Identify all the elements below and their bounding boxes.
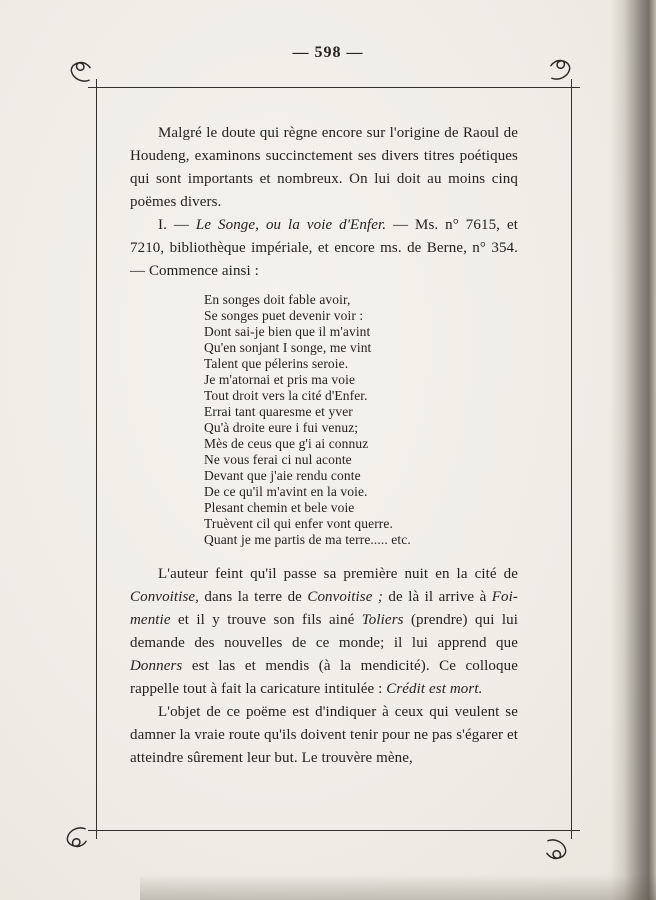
paragraph-conclusion [130,701,518,770]
verse-line: Je m'atornai et pris ma voie [204,372,356,387]
corner-flourish-icon [62,822,89,849]
text-segment: I. — [158,217,196,233]
page-number: — 598 — [292,44,364,61]
frame-rule-left [96,79,97,839]
paragraph-intro [130,122,518,214]
frame-rule-bottom [88,830,580,831]
verse-line: Talent que pélerins seroie. [204,356,349,371]
frame-rule-right [571,79,572,839]
text-segment: Foi-mentie [130,589,518,628]
verse-line: Dont sai-je bien que il m'avint [204,324,371,339]
text-segment: — Ms. n° 7615, et 7210, bibliothèque impériale, et encore ms. de Berne, n° 354. — Commence ainsi : [130,217,518,279]
verse-line: Tout droit vers la cité d'Enfer. [204,388,368,403]
text-segment: Donners [130,658,183,674]
verse-block [204,292,518,548]
text-block [130,122,518,770]
verse-line: Quant je me partis de ma terre..... etc. [204,532,411,547]
paragraph-commentary [130,563,518,701]
text-segment: dans la terre de [199,589,308,605]
text-segment: et il y trouve son fils ainé [170,612,362,628]
verse-line: Devant que j'aie rendu conte [204,468,361,483]
verse-line: Qu'à droite eure i fui venuz; [204,420,359,435]
corner-flourish-icon [66,60,93,87]
text-segment: L'objet de ce poëme est d'indiquer à ceux qui veulent se damner la vraie route qu'ils doivent tenir pour ne pas s'égarer et atteindre sûrement leur but. Le trouvère mène, [130,704,518,766]
verse-line: Se songes puet devenir voir : [204,308,364,323]
corner-flourish-icon [544,834,571,861]
verse-line: Qu'en sonjant I songe, me vint [204,340,372,355]
verse-line: Mès de ceus que g'i ai connuz [204,436,369,451]
verse-line: Ne vous ferai ci nul aconte [204,452,352,467]
verse-line: En songes doit fable avoir, [204,292,351,307]
text-segment: de là il arrive à [383,589,492,605]
verse-line: De ce qu'il m'avint en la voie. [204,484,368,499]
text-segment: est las et mendis (à la mendicité). Ce colloque rappelle tout à fait la caricature intitulée : [130,658,518,697]
frame-rule-top [88,87,580,88]
verse-line: Truèvent cil qui enfer vont querre. [204,516,393,531]
text-segment: Le Songe, ou la voie d'Enfer. [195,217,387,233]
text-segment: Malgré le doute qui règne encore sur l'origine de Raoul de Houdeng, examinons succinctement ses divers titres poétiques qui sont importants et nombreux. On lui doit au moins cinq poëmes divers. [130,125,518,210]
text-segment: Crédit est mort. [386,681,483,697]
text-segment: Convoitise ; [307,589,384,605]
bottom-edge-shadow [140,874,656,900]
corner-flourish-icon [548,58,575,85]
text-segment: L'auteur feint qu'il passe sa première nuit en la cité de [158,566,518,582]
text-segment: Toliers [361,612,404,628]
verse-line: Errai tant quaresme et yver [204,404,353,419]
paragraph-ms-heading [130,214,518,283]
text-segment: Convoitise, [130,589,200,605]
text-segment: (prendre) qui lui demande des nouvelles de ce monde; il lui apprend que [130,612,518,651]
page-edge-shadow [610,0,656,900]
verse-line: Plesant chemin et bele voie [204,500,355,515]
